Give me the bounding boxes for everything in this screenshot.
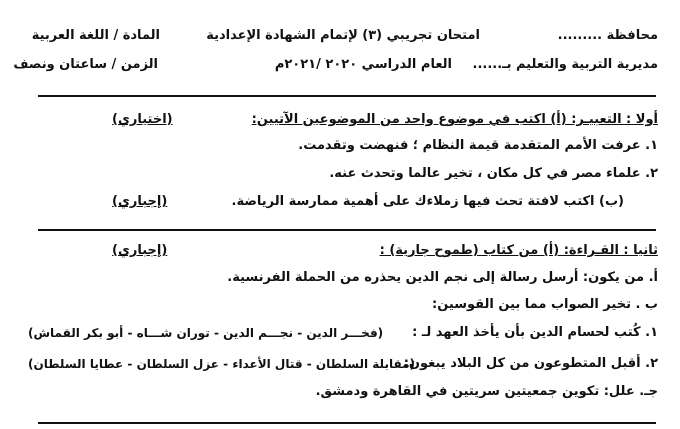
subject-label: المادة / اللغة العربية [31,28,160,43]
section2-heading: ثانيا : القـراءة: (أ) من كتاب (طموح جارية) : [379,243,658,258]
governorate-label: محافظة ......... [557,28,658,43]
mandatory-tag-2: (إجباري) [112,243,168,258]
question-b2-options: (مقابلة السلطان - قتال الأعداء - عزل السلطان - عطايا السلطان) [28,357,416,371]
question-a: أ. من يكون: أرسل رسالة إلى نجم الدين يحذره من الحملة الفرنسية. [227,270,658,285]
section-divider [38,229,656,231]
question-c: جـ. علل: تكوين جمعيتين سريتين في القاهرة ودمشق. [315,384,658,399]
section1-heading: أولا : التعبيـر: (أ) اكتب في موضوع واحد من الموضوعين الآتيين: [251,112,658,127]
part-b-question: (ب) اكتب لافتة تحث فيها زملاءك على أهمية ممارسة الرياضة. [231,194,624,209]
question-b: ب . تخير الصواب مما بين القوسين: [432,297,658,312]
question-b1: ١. كُتب لحسام الدين بأن يأخذ العهد لـ : [412,325,658,340]
question-b2: ٢. أقبل المتطوعون من كل البلاد يبغون: [403,356,658,371]
topic-2: ٢. علماء مصر في كل مكان ، تخير عالما وتحدث عنه. [329,166,658,181]
topic-1: ١. عرفت الأمم المتقدمة قيمة النظام ؛ فنهضت وتقدمت. [298,138,658,153]
exam-title: امتحان تجريبي (٣) لإتمام الشهادة الإعدادية [206,28,480,43]
time-label: الزمن / ساعتان ونصف [13,57,158,72]
academic-year: العام الدراسي ٢٠٢٠ /٢٠٢١م [274,57,452,72]
header-divider [38,95,656,97]
optional-tag: (اختياري) [112,112,173,127]
question-b1-options: (فخـــر الدين - نجـــم الدين - توران شـــاه - أبو بكر القماش) [28,326,384,340]
footer-divider [38,422,656,424]
mandatory-tag-1: (إجباري) [112,194,168,209]
directorate-label: مديرية التربية والتعليم بـ...... [472,57,658,72]
